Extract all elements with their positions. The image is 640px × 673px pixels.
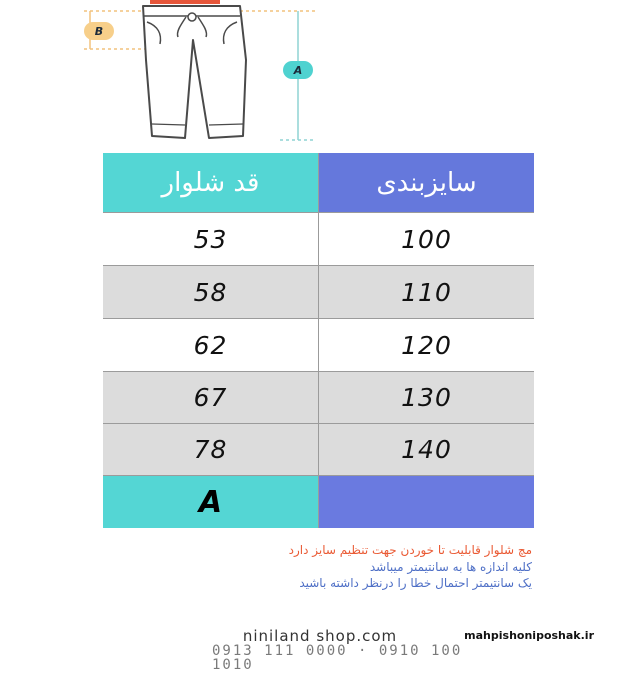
footer-blank	[319, 476, 534, 528]
note-cuff: مچ شلوار قابلیت تا خوردن جهت تنظیم سایز دارد	[288, 543, 532, 557]
table-row-5-size: 140	[319, 424, 534, 475]
table-row-5-length: 78	[103, 424, 318, 475]
cropped-phone-digits: 0913 111 0000 · 0910 100 1010	[212, 643, 463, 673]
table-row-4-size: 130	[319, 372, 534, 423]
table-row-2-size: 110	[319, 266, 534, 318]
table-row-2-length: 58	[103, 266, 318, 318]
pants-diagram	[0, 0, 600, 150]
watermark: mahpishoniposhak.ir	[464, 629, 594, 642]
website-url: niniland shop.com	[242, 627, 398, 645]
waistband-red	[150, 0, 220, 4]
footer-a-label: A	[103, 476, 318, 528]
table-row-3-size: 120	[319, 319, 534, 371]
label-a: A	[283, 61, 313, 79]
note-units: کلیه اندازه ها به سانتیمتر میباشد	[369, 560, 532, 574]
header-size: سایزبندی	[319, 153, 534, 212]
table-row-1-size: 100	[319, 213, 534, 265]
table-row-4-length: 67	[103, 372, 318, 423]
header-pants-length: قد شلوار	[103, 153, 318, 212]
note-tolerance: یک سانتیمتر احتمال خطا را درنظر داشته باشید	[299, 576, 532, 590]
table-row-1-length: 53	[103, 213, 318, 265]
drawstring-knot	[188, 13, 196, 21]
label-b: B	[84, 22, 114, 40]
table-row-3-length: 62	[103, 319, 318, 371]
size-table	[103, 153, 534, 528]
